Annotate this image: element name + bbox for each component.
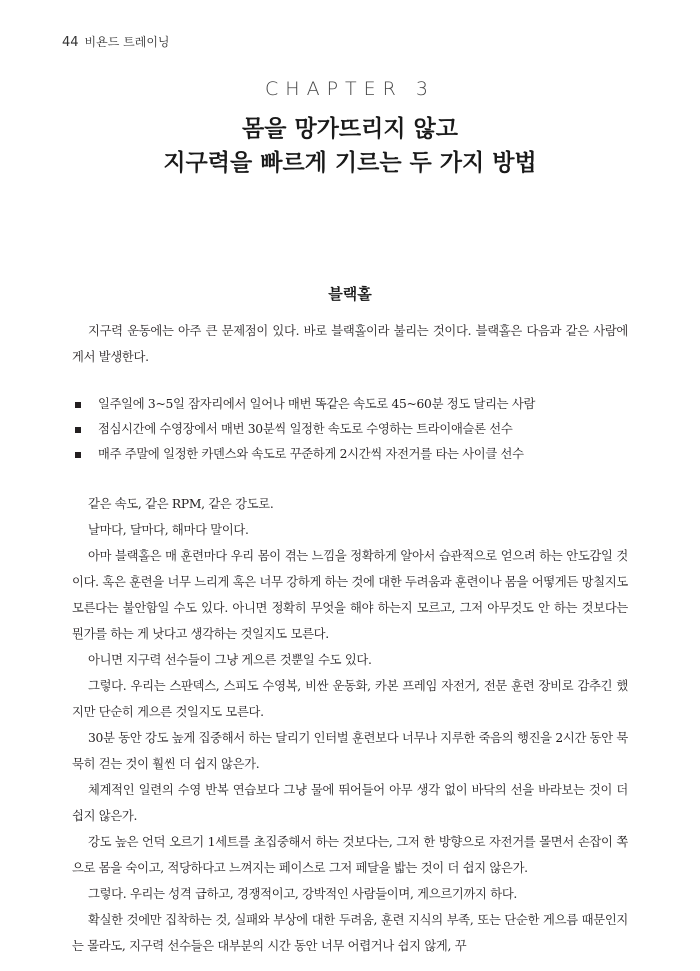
page-number: 44 [62, 35, 79, 50]
section-heading: 블랙홀 [328, 285, 372, 303]
list-item-text: 매주 주말에 일정한 카덴스와 속도로 꾸준하게 2시간씩 자전거를 타는 사이클 선수 [98, 447, 524, 461]
bullet-list [72, 392, 628, 467]
paragraph: 날마다, 달마다, 해마다 말이다. [88, 523, 249, 537]
paragraph: 아니면 지구력 선수들이 그냥 게으른 것뿐일 수도 있다. [88, 653, 372, 667]
list-item [72, 417, 628, 442]
square-bullet-icon [75, 452, 81, 458]
chapter-title-line-1: 몸을 망가뜨리지 않고 [242, 116, 458, 142]
paragraph: 30분 동안 강도 높게 집중해서 하는 달리기 인터벌 훈련보다 너무나 지루한 죽음의 행진을 2시간 동안 묵묵히 걷는 것이 훨씬 더 쉽지 않은가. [72, 731, 628, 771]
square-bullet-icon [75, 427, 81, 433]
paragraph: 같은 속도, 같은 RPM, 같은 강도로. [88, 497, 274, 511]
running-header [62, 33, 170, 50]
list-item [72, 392, 628, 417]
chapter-title [0, 112, 700, 180]
intro-paragraph: 지구력 운동에는 아주 큰 문제점이 있다. 바로 블랙홀이라 불리는 것이다. 블랙홀은 다음과 같은 사람에게서 발생한다. [72, 324, 628, 364]
chapter-label: CHAPTER 3 [265, 78, 435, 100]
book-title: 비욘드 트레이닝 [84, 35, 170, 49]
paragraph: 확실한 것에만 집착하는 것, 실패와 부상에 대한 두려움, 훈련 지식의 부족, 또는 단순한 게으름 때문인지는 몰라도, 지구력 선수들은 대부분의 시간 동안 너무 어렵거나 쉽지 않게, 꾸 [72, 913, 628, 953]
square-bullet-icon [75, 402, 81, 408]
chapter-title-line-2: 지구력을 빠르게 기르는 두 가지 방법 [163, 150, 537, 176]
list-item-text: 일주일에 3~5일 잠자리에서 일어나 매번 똑같은 속도로 45~60분 정도 달리는 사람 [98, 397, 536, 411]
paragraph: 그렇다. 우리는 스판덱스, 스피도 수영복, 비싼 운동화, 카본 프레임 자전거, 전문 훈련 장비로 감추긴 했지만 단순히 게으른 것일지도 모른다. [72, 679, 628, 719]
paragraph: 체계적인 일련의 수영 반복 연습보다 그냥 물에 뛰어들어 아무 생각 없이 바닥의 선을 바라보는 것이 더 쉽지 않은가. [72, 783, 628, 823]
list-item [72, 442, 628, 467]
paragraph: 그렇다. 우리는 성격 급하고, 경쟁적이고, 강박적인 사람들이며, 게으르기까지 하다. [88, 887, 518, 901]
paragraph: 아마 블랙홀은 매 훈련마다 우리 몸이 겪는 느낌을 정확하게 알아서 습관적으로 얻으려 하는 안도감일 것이다. 혹은 훈련을 너무 느리게 혹은 너무 강하게 하는 것에 대한 두려움과 훈련이나 몸을 어떻게든 망칠지도 모른다는 불안함일 수도 있다. 아니면 정확히 무엇을 해야 하는지 모르고, 그저 아무것도 안 하는 것보다는 뭔가를 하는 게 낫다고 생각하는 것일지도 모른다. [72, 549, 628, 641]
body-text [72, 318, 628, 959]
list-item-text: 점심시간에 수영장에서 매번 30분씩 일정한 속도로 수영하는 트라이애슬론 선수 [98, 422, 513, 436]
paragraph: 강도 높은 언덕 오르기 1세트를 초집중해서 하는 것보다는, 그저 한 방향으로 자전거를 몰면서 손잡이 쪽으로 몸을 숙이고, 적당하다고 느껴지는 페이스로 그저 페달을 밟는 것이 더 쉽지 않은가. [72, 835, 628, 875]
